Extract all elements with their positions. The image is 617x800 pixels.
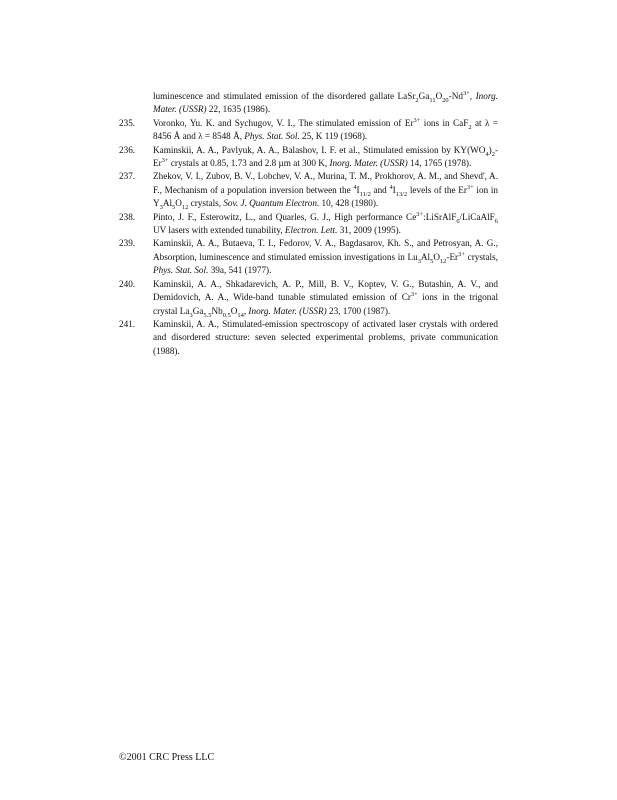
reference-entry xyxy=(119,278,498,318)
reference-entry xyxy=(119,90,498,117)
reference-number: 240. xyxy=(119,278,136,289)
reference-entry xyxy=(119,144,498,171)
reference-text: luminescence and stimulated emission of the disordered gallate $LaSr_2Ga_{11}O_{20}-Nd^{3+}$, Inorg. Mater. (USSR) 22, 1635 (1986). xyxy=(153,89,498,115)
reference-number: 236. xyxy=(119,144,136,155)
reference-number: 238. xyxy=(119,211,136,222)
reference-entry xyxy=(119,117,498,144)
reference-text: Voronko, Yu. K. and Sychugov, V. I., The stimulated emission of $Er^{3+}$ ions in CaF$_2$ at λ = 8456 Å and λ = 8548 Å, Phys. Stat. Sol. 25, K 119 (1968). xyxy=(153,116,498,142)
reference-entry xyxy=(119,170,498,210)
reference-entry xyxy=(119,211,498,238)
reference-text: Kaminskii, A. A., Butaeva, T. I., Fedorov, V. A., Bagdasarov, Kh. S., and Petrosyan, A. G., Absorption, luminescence and stimulated emission investigations in $Lu_3Al_5O_{12}-Er^{3+}$ crystals, Phys. Stat. Sol. 39a, 541 (1977). xyxy=(153,238,498,276)
reference-number: 239. xyxy=(119,238,136,249)
reference-number: 235. xyxy=(119,117,136,128)
reference-text: Pinto, J. F., Esterowitz, L., and Quarles, G. J., High performance $Ce^{3+}:LiSrAlF_6/LiCaAlF_6$ UV lasers with extended tunability, Electron. Lett. 31, 2009 (1995). xyxy=(153,210,498,236)
copyright-footer: ©2001 CRC Press LLC xyxy=(119,752,215,763)
reference-text: Kaminskii, A. A., Shkadarevich, A. P., Mill, B. V., Koptev, V. G., Butashin, A. V., and Demidovich, A. A., Wide-band tunable stimulated emission of $Cr^{3+}$ ions in the trigonal crystal $La_3Ga_{5.5}Nb_{0.5}O_{14}$, Inorg. Mater. (USSR) 23, 1700 (1987). xyxy=(153,278,498,319)
reference-text: Kaminskii, A. A., Stimulated-emission spectroscopy of activated laser crystals with ordered and disordered structure: seven selected experimental problems, private communication (1988). xyxy=(153,318,498,356)
reference-number: 241. xyxy=(119,318,136,329)
reference-entry xyxy=(119,318,498,358)
reference-text: Kaminskii, A. A., Pavlyuk, A. A., Balashov, I. F. et al., Stimulated emission by $KY(WO_4)_2-Er^{3+}$ crystals at 0.85, 1.73 and 2.8 µm at 300 K, Inorg. Mater. (USSR) 14, 1765 (1978). xyxy=(153,144,498,169)
reference-list xyxy=(119,90,498,358)
reference-number: 237. xyxy=(119,171,136,182)
reference-entry xyxy=(119,237,498,277)
reference-text: Zhekov, V. I., Zubov, B. V., Lobchev, V. A., Murina, T. M., Prokhorov, A. M., and Shevd', A. F., Mechanism of a population inversion between the $^4I_{11/2}$ and $^4I_{13/2}$ levels of the $Er^{3+}$ ion in $Y_3Al_5O_{12}$ crystals, Sov. J. Quantum Electron. 10, 428 (1980). xyxy=(153,171,498,212)
